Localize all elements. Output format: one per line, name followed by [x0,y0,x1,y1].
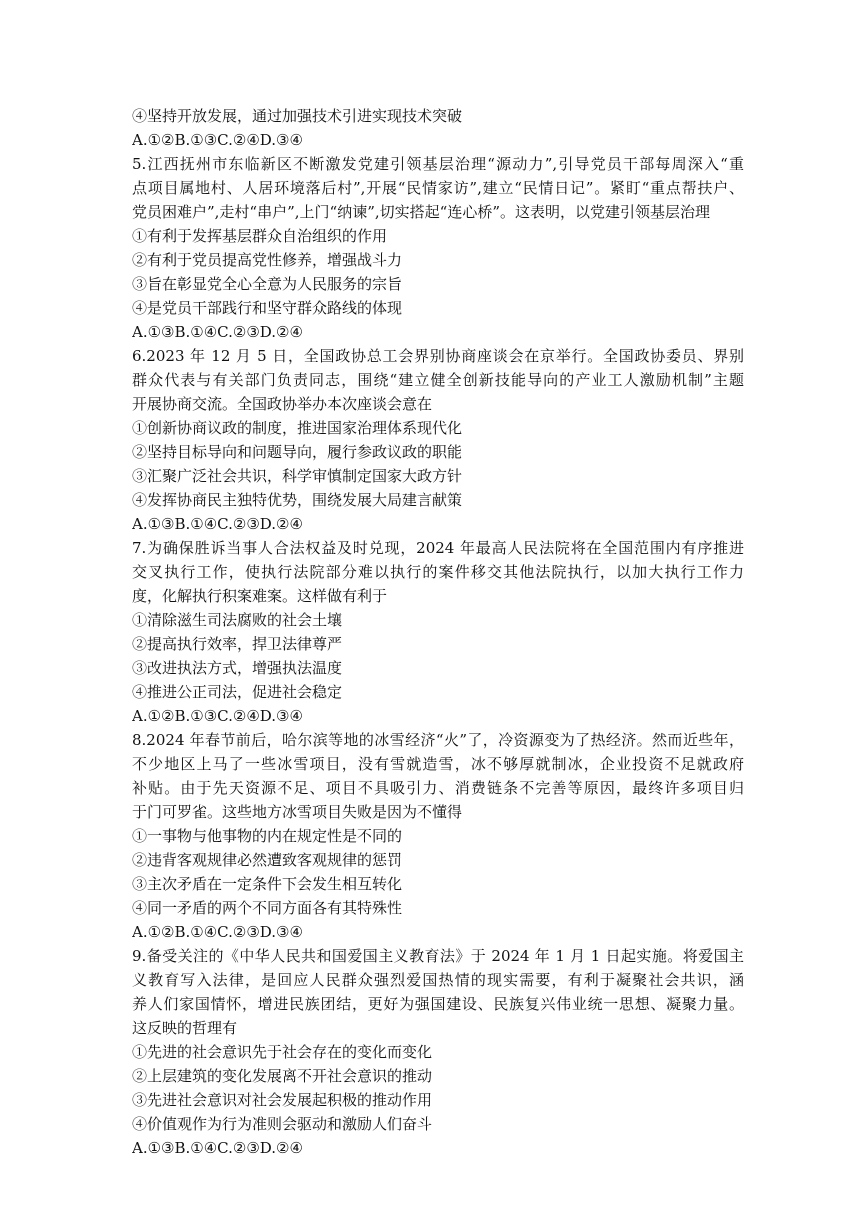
answer-choices: A.①③B.①④C.②③D.②④ [132,1139,303,1157]
question-option: ②提高执行效率，捍卫法律尊严 [132,635,343,653]
question-stem-line: 点项目属地村、人居环境落后村”,开展“民情家访”,建立“民情日记”。紧盯“重点帮扶户、 [132,179,744,197]
question-option: ④价值观作为行为准则会驱动和激励人们奋斗 [132,1115,433,1133]
question-stem-line: 于门可罗雀。这些地方冰雪项目失败是因为不懂得 [132,803,463,821]
question-option: ③旨在彰显党全心全意为人民服务的宗旨 [132,275,403,293]
question-5 [132,152,744,344]
question-option: ④推进公正司法，促进社会稳定 [132,683,343,701]
question-stem-line: 6.2023 年 12 月 5 日，全国政协总工会界别协商座谈会在京举行。全国政协委员、界别 [132,347,744,365]
question-option: ①创新协商议政的制度，推进国家治理体系现代化 [132,419,463,437]
answer-choices: A.①②B.①④C.②③D.③④ [132,923,303,941]
answer-choices: A.①②B.①③C.②④D.③④ [132,707,303,725]
question-option: ③汇聚广泛社会共识，科学审慎制定国家大政方针 [132,467,463,485]
question-option: ①先进的社会意识先于社会存在的变化而变化 [132,1043,433,1061]
question-stem-line: 7.为确保胜诉当事人合法权益及时兑现，2024 年最高人民法院将在全国范围内有序推进 [132,539,744,557]
question-option: ②上层建筑的变化发展离不开社会意识的推动 [132,1067,433,1085]
question-list [132,152,744,1160]
question-6 [132,344,744,536]
question-option: ③主次矛盾在一定条件下会发生相互转化 [132,875,403,893]
question-option: ④发挥协商民主独特优势，围绕发展大局建言献策 [132,491,463,509]
question-option: ①有利于发挥基层群众自治组织的作用 [132,227,388,245]
question-9 [132,944,744,1160]
question-option: ②有利于党员提高党性修养，增强战斗力 [132,251,403,269]
answer-choices: A.①③B.①④C.②③D.②④ [132,515,303,533]
question-option: ②坚持目标导向和问题导向，履行参政议政的职能 [132,443,463,461]
question-stem-line: 8.2024 年春节前后，哈尔滨等地的冰雪经济“火”了，冷资源变为了热经济。然而近些年， [132,731,744,749]
question-option: ④是党员干部践行和坚守群众路线的体现 [132,299,403,317]
question-option: ①清除滋生司法腐败的社会土壤 [132,611,343,629]
exam-page [132,104,744,1160]
question-stem-line: 9.备受关注的《中华人民共和国爱国主义教育法》于 2024 年 1 月 1 日起实施。将爱国主 [132,947,744,965]
question-option: ②违背客观规律必然遭致客观规律的惩罚 [132,851,403,869]
question-option: ④同一矛盾的两个不同方面各有其特殊性 [132,899,403,917]
question-option: ①一事物与他事物的内在规定性是不同的 [132,827,403,845]
carryover-answer-choices: A.①②B.①③C.②④D.③④ [132,131,303,149]
question-stem-line: 义教育写入法律，是回应人民群众强烈爱国热情的现实需要，有利于凝聚社会共识，涵 [132,971,744,989]
question-stem-line: 养人们家国情怀，增进民族团结，更好为强国建设、民族复兴伟业统一思想、凝聚力量。 [132,995,744,1013]
question-stem-line: 党员困难户”,走村“串户”,上门“纳谏”,切实搭起“连心桥”。这表明，以党建引领基层治理 [132,203,710,221]
question-8 [132,728,744,944]
carryover-option-4: ④坚持开放发展，通过加强技术引进实现技术突破 [132,107,463,125]
question-stem-line: 这反映的哲理有 [132,1019,238,1037]
question-stem-line: 群众代表与有关部门负责同志，围绕“建立健全创新技能导向的产业工人激励机制”主题 [132,371,744,389]
question-stem-line: 不少地区上马了一些冰雪项目，没有雪就造雪，冰不够厚就制冰，企业投资不足就政府 [132,755,744,773]
question-stem-line: 补贴。由于先天资源不足、项目不具吸引力、消费链条不完善等原因，最终许多项目归 [132,779,744,797]
question-stem-line: 5.江西抚州市东临新区不断激发党建引领基层治理“源动力”,引导党员干部每周深入“重 [132,155,744,173]
question-7 [132,536,744,728]
question-stem-line: 交叉执行工作，使执行法院部分难以执行的案件移交其他法院执行，以加大执行工作力 [132,563,744,581]
question-stem-line: 开展协商交流。全国政协举办本次座谈会意在 [132,395,433,413]
answer-choices: A.①③B.①④C.②③D.②④ [132,323,303,341]
question-stem-line: 度，化解执行积案难案。这样做有利于 [132,587,388,605]
question-option: ③先进社会意识对社会发展起积极的推动作用 [132,1091,433,1109]
question-option: ③改进执法方式，增强执法温度 [132,659,343,677]
